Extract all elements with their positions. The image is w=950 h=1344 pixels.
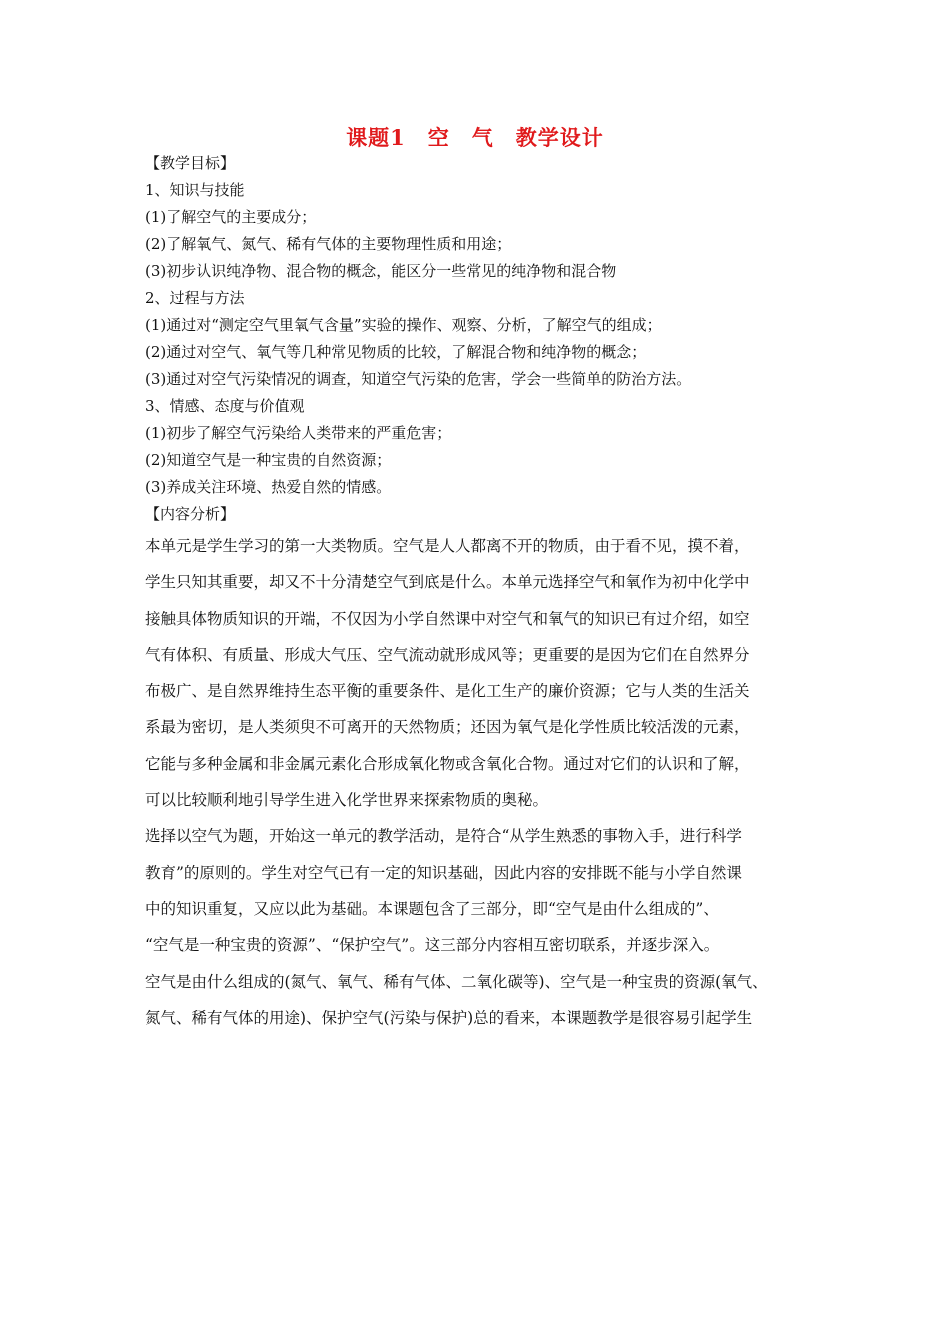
objective-line: (3)通过对空气污染情况的调查，知道空气污染的危害，学会一些简单的防治方法。	[145, 370, 692, 388]
paragraph-line: 可以比较顺利地引导学生进入化学世界来探索物质的奥秘。	[145, 791, 549, 810]
objective-line: (1)了解空气的主要成分；	[145, 208, 317, 226]
paragraph-line: 气有体积、有质量、形成大气压、空气流动就形成风等；更重要的是因为它们在自然界分	[145, 645, 750, 664]
paragraph-line: 学生只知其重要，却又不十分清楚空气到底是什么。本单元选择空气和氧作为初中化学中	[145, 573, 750, 592]
objective-line: (1)初步了解空气污染给人类带来的严重危害；	[145, 424, 452, 442]
objective-line: 3、情感、态度与价值观	[145, 397, 305, 415]
paragraph-line: 系最为密切，是人类须臾不可离开的天然物质；还因为氧气是化学性质比较活泼的元素，	[145, 718, 750, 737]
document-title: 课题1 空 气 教学设计	[346, 125, 604, 150]
document-body	[145, 150, 825, 1036]
objective-line: 2、过程与方法	[145, 289, 245, 307]
analysis-paragraph-2	[145, 818, 825, 1036]
paragraph-line: 中的知识重复，又应以此为基础。本课题包含了三部分，即“空气是由什么组成的”、	[145, 899, 719, 918]
paragraph-line: 布极广、是自然界维持生态平衡的重要条件、是化工生产的廉价资源；它与人类的生活关	[145, 682, 750, 701]
paragraph-line: 它能与多种金属和非金属元素化合形成氧化物或含氧化合物。通过对它们的认识和了解，	[145, 754, 750, 773]
analysis-heading: 【内容分析】	[145, 505, 236, 523]
paragraph-line: “空气是一种宝贵的资源”、“保护空气”。这三部分内容相互密切联系，并逐步深入。	[145, 936, 720, 955]
objective-line: (3)初步认识纯净物、混合物的概念，能区分一些常见的纯净物和混合物	[145, 262, 617, 280]
paragraph-line: 教育”的原则的。学生对空气已有一定的知识基础，因此内容的安排既不能与小学自然课	[145, 863, 742, 882]
analysis-paragraph-1	[145, 528, 825, 818]
objective-line: (2)了解氧气、氮气、稀有气体的主要物理性质和用途；	[145, 235, 512, 253]
objectives-list	[145, 177, 825, 501]
objective-line: (1)通过对“测定空气里氧气含量”实验的操作、观察、分析，了解空气的组成；	[145, 316, 662, 334]
objective-line: 1、知识与技能	[145, 181, 245, 199]
paragraph-line: 空气是由什么组成的(氮气、氧气、稀有气体、二氧化碳等)、空气是一种宝贵的资源(氧气、	[145, 972, 768, 991]
objectives-heading: 【教学目标】	[145, 154, 236, 172]
paragraph-line: 氮气、稀有气体的用途)、保护空气(污染与保护)总的看来，本课题教学是很容易引起学生	[145, 1008, 753, 1027]
paragraph-line: 接触具体物质知识的开端，不仅因为小学自然课中对空气和氧气的知识已有过介绍，如空	[145, 609, 750, 628]
paragraph-line: 本单元是学生学习的第一大类物质。空气是人人都离不开的物质，由于看不见，摸不着，	[145, 537, 750, 555]
objective-line: (2)知道空气是一种宝贵的自然资源；	[145, 451, 392, 469]
paragraph-line: 选择以空气为题，开始这一单元的教学活动，是符合“从学生熟悉的事物入手，进行科学	[145, 827, 742, 846]
objective-line: (3)养成关注环境、热爱自然的情感。	[145, 478, 392, 496]
objective-line: (2)通过对空气、氧气等几种常见物质的比较，了解混合物和纯净物的概念；	[145, 343, 647, 361]
